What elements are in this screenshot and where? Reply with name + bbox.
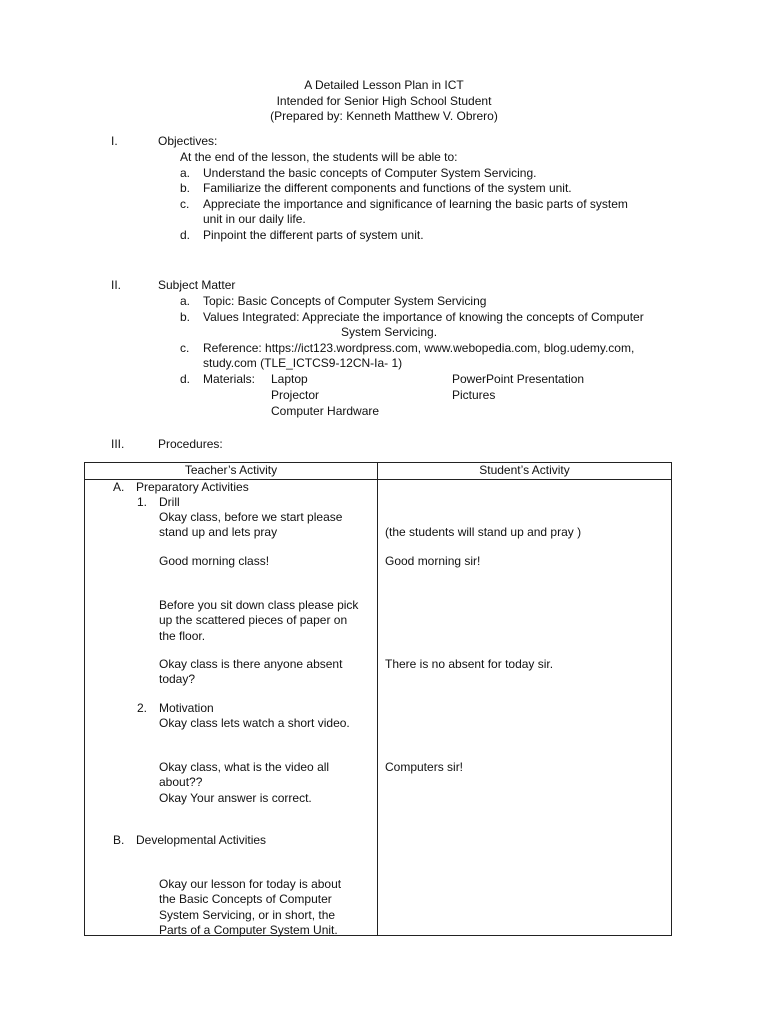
reference-text: Reference: https://ict123.wordpress.com, www.webopedia.com, blog.udemy.com, (203, 340, 635, 355)
teacher-text: Parts of a Computer System Unit. (159, 923, 338, 937)
topic-item (111, 294, 691, 310)
document-header (0, 78, 768, 125)
item-letter: d. (180, 371, 191, 386)
teacher-line (159, 877, 341, 939)
section-title: Procedures: (158, 437, 223, 451)
material-entry: Laptop (271, 371, 308, 386)
procedures-section (111, 437, 691, 453)
document-subtitle: Intended for Senior High School Student (276, 93, 492, 108)
objectives-section (111, 134, 691, 243)
values-item (111, 310, 691, 341)
item-letter: b. (180, 181, 191, 195)
teacher-text: System Servicing, or in short, the (159, 907, 336, 922)
item-letter: a. (180, 165, 191, 180)
teacher-line (159, 760, 329, 807)
material-entry: Pictures (452, 387, 496, 402)
teacher-text: Okay class, before we start please (159, 509, 343, 524)
section-letter: A. (113, 479, 125, 494)
section-number: III. (111, 437, 125, 451)
item-letter: b. (180, 309, 191, 324)
item-letter: c. (180, 196, 190, 211)
objective-item (111, 228, 691, 244)
section-title: Objectives: (158, 134, 218, 148)
student-text: Good morning sir! (385, 553, 481, 568)
teacher-activity-header: Teacher’s Activity (85, 463, 378, 480)
reference-item (111, 341, 691, 372)
reference-text-cont: study.com (TLE_ICTCS9-12CN-Ia- 1) (203, 356, 403, 370)
section-number: II. (111, 278, 122, 292)
teacher-line (159, 657, 342, 688)
item-text: Understand the basic concepts of Computer System Servicing. (203, 165, 537, 180)
document-title: A Detailed Lesson Plan in ICT (304, 78, 464, 92)
section-title: Subject Matter (158, 278, 236, 292)
step-label: Drill (159, 494, 180, 509)
step-number: 1. (137, 494, 148, 509)
teacher-line (159, 510, 342, 541)
teacher-text: Okay class is there anyone absent (159, 656, 343, 671)
student-text: Computers sir! (385, 759, 464, 774)
item-text: unit in our daily life. (203, 212, 306, 226)
teacher-text: stand up and lets pray (159, 525, 278, 539)
section-number: I. (111, 134, 118, 148)
teacher-text: the Basic Concepts of Computer (159, 892, 332, 906)
teacher-text: Good morning class! (159, 553, 270, 568)
values-text-cont: System Servicing. (341, 325, 438, 339)
objective-item (111, 197, 691, 228)
material-entry: PowerPoint Presentation (452, 371, 585, 386)
materials-item (111, 372, 691, 420)
item-text: Familiarize the different components and functions of the system unit. (203, 181, 572, 195)
teacher-line (159, 598, 358, 645)
material-entry: Computer Hardware (271, 403, 380, 418)
material-entry: Projector (271, 387, 320, 402)
item-text: Appreciate the importance and significance of learning the basic parts of system (203, 196, 628, 211)
section-label: Developmental Activities (136, 832, 267, 847)
teacher-text: Before you sit down class please pick (159, 597, 359, 612)
item-letter: c. (180, 340, 190, 355)
objectives-intro: At the end of the lesson, the students will be able to: (180, 150, 458, 164)
teacher-text: Okay class lets watch a short video. (159, 715, 350, 730)
materials-label: Materials: (203, 371, 256, 386)
subject-matter-section (111, 278, 691, 420)
teacher-activity-cell (85, 479, 378, 935)
step-number: 2. (137, 700, 148, 715)
objective-item (111, 166, 691, 182)
student-activity-cell (378, 479, 672, 935)
item-text: Pinpoint the different parts of system unit. (203, 227, 424, 242)
teacher-text: up the scattered pieces of paper on (159, 613, 348, 627)
procedures-table (84, 462, 672, 936)
topic-text: Topic: Basic Concepts of Computer System Servicing (203, 294, 487, 308)
document-author: (Prepared by: Kenneth Matthew V. Obrero) (270, 109, 498, 123)
teacher-text: the floor. (159, 628, 206, 643)
teacher-text: today? (159, 672, 196, 686)
teacher-text: about?? (159, 775, 203, 789)
student-text: There is no absent for today sir. (385, 656, 554, 671)
item-letter: d. (180, 227, 191, 242)
teacher-text: Okay our lesson for today is about (159, 876, 342, 891)
objective-item (111, 181, 691, 197)
teacher-text: Okay Your answer is correct. (159, 790, 312, 805)
teacher-text: Okay class, what is the video all (159, 759, 330, 774)
values-text: Values Integrated: Appreciate the importance of knowing the concepts of Computer (203, 309, 644, 324)
section-letter: B. (113, 832, 125, 847)
student-activity-header: Student’s Activity (378, 463, 672, 480)
step-label: Motivation (159, 700, 214, 715)
item-letter: a. (180, 294, 191, 308)
student-text: (the students will stand up and pray ) (385, 524, 582, 539)
section-label: Preparatory Activities (136, 479, 249, 494)
